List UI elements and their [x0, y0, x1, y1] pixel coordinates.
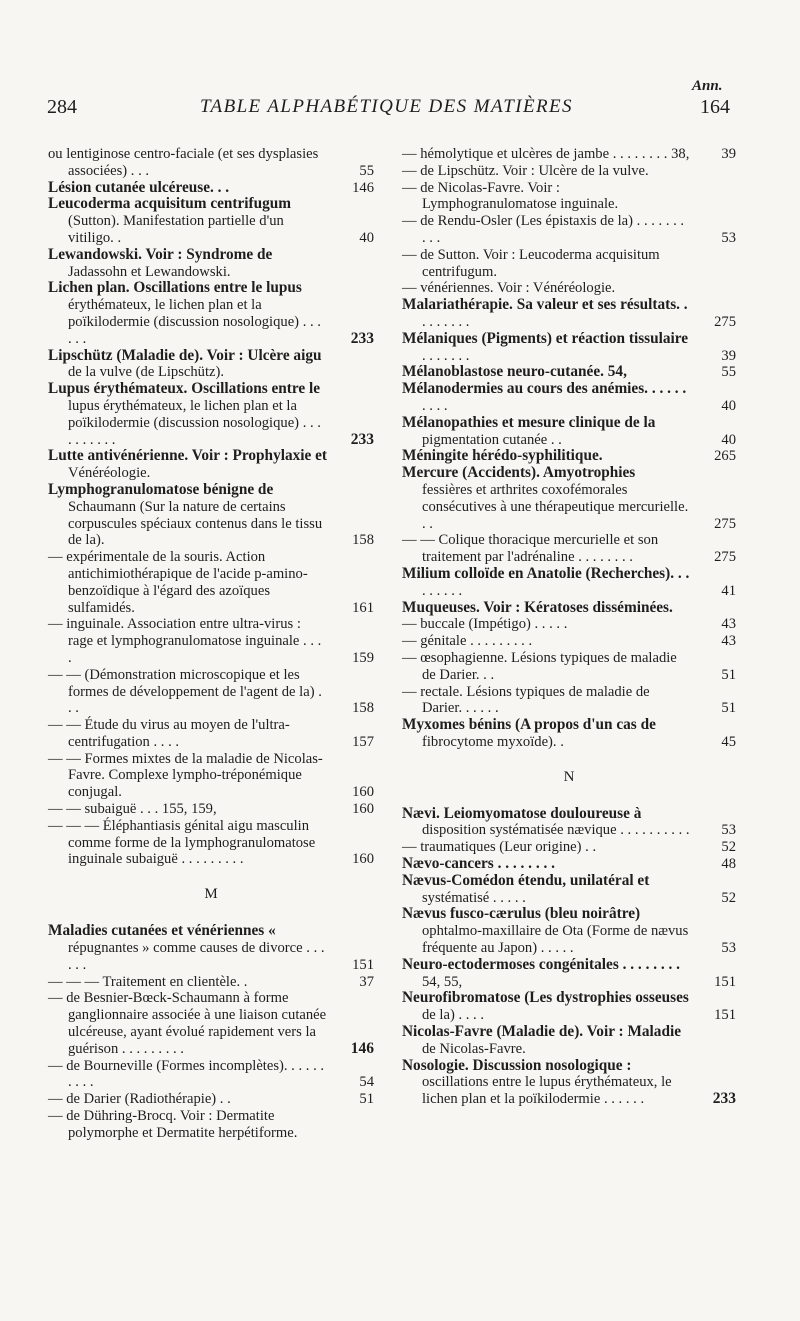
entry-text: Méningite hérédo-syphilitique.: [402, 447, 603, 465]
index-entry: [48, 381, 374, 448]
entry-text: — — — Traitement en clientèle. .: [48, 973, 248, 990]
entry-page-number: 55: [359, 162, 374, 179]
entry-text: — de Rendu-Osler (Les épistaxis de la) . . . . . . . . . .: [402, 213, 685, 246]
entry-text: Mélanopathies et mesure clinique de la pigmentation cutanée . .: [402, 413, 656, 448]
running-title: TABLE ALPHABÉTIQUE DES MATIÈRES: [200, 96, 573, 117]
entry-text: — — Étude du virus au moyen de l'ultra-centrifugation . . . .: [48, 717, 290, 750]
index-entry: [402, 297, 736, 331]
index-entry: [402, 331, 736, 365]
entry-page-number: 146: [352, 179, 374, 196]
entry-text: — de Lipschütz. Voir : Ulcère de la vulve.: [402, 162, 649, 179]
entry-page-number: 160: [352, 851, 374, 868]
index-entry: [402, 465, 736, 532]
index-entry: [48, 818, 374, 868]
index-entry: [402, 364, 736, 381]
entry-page-number: 39: [721, 347, 736, 364]
entry-page-number: 146: [350, 1039, 374, 1057]
entry-text: Leucoderma acquisitum centrifugum (Sutton). Manifestation partielle d'un vitiligo. .: [48, 195, 292, 246]
index-column-right: [402, 146, 736, 1108]
entry-text: — de Nicolas-Favre. Voir : Lymphogranulomatose inguinale.: [402, 179, 619, 213]
index-entry: [48, 180, 374, 197]
entry-page-number: 275: [714, 549, 736, 566]
entry-text: Milium colloïde en Anatolie (Recherches). . . . . . . . .: [402, 564, 690, 599]
index-entry: [402, 990, 736, 1024]
entry-text: Mercure (Accidents). Amyotrophies fessières et arthrites coxofémorales consécutives à une thérapeutique mercurielle. . .: [402, 464, 689, 532]
entry-text: Lupus érythémateux. Oscillations entre le lupus érythémateux, le lichen plan et la poïkilodermie (discussion nosologique) . . . . . . . . . .: [48, 380, 321, 448]
entry-text: — de Bourneville (Formes incomplètes). . . . . . . . . .: [48, 1057, 325, 1091]
entry-page-number: 52: [721, 889, 736, 906]
entry-text: Lichen plan. Oscillations entre le lupus érythémateux, le lichen plan et la poïkilodermie (discussion nosologique) . . . . . .: [48, 279, 321, 347]
index-entry: [402, 717, 736, 751]
index-entry: [402, 616, 736, 633]
entry-text: Maladies cutanées et vénériennes « répugnantes » comme causes de divorce . . . . . .: [48, 922, 325, 973]
index-entry: [402, 684, 736, 718]
entry-text: — buccale (Impétigo) . . . . .: [402, 616, 568, 633]
entry-text: — — (Démonstration microscopique et les formes de développement de l'agent de la) . . .: [48, 666, 322, 717]
index-entry: [48, 1108, 374, 1142]
index-entry: [48, 448, 374, 482]
entry-text: — de Darier (Radiothérapie) . .: [48, 1091, 231, 1108]
index-entry: [48, 801, 374, 818]
index-entry: [402, 873, 736, 907]
index-entry: [48, 247, 374, 281]
entry-page-number: 160: [352, 784, 374, 801]
index-entry: [402, 247, 736, 281]
index-entry: [402, 1024, 736, 1058]
entry-text: — inguinale. Association entre ultra-virus : rage et lymphogranulomatose inguinale . . . .: [48, 616, 322, 666]
index-entry: [48, 482, 374, 549]
index-entry: [402, 532, 736, 566]
index-entry: [48, 1058, 374, 1092]
index-column-left: [48, 146, 374, 1142]
entry-page-number: 51: [359, 1091, 374, 1108]
entry-text: Mélaniques (Pigments) et réaction tissulaire . . . . . . .: [402, 329, 689, 364]
index-entry: [48, 146, 374, 180]
entry-text: Mélanodermies au cours des anémies. . . . . . . . . .: [402, 380, 687, 414]
entry-text: — traumatiques (Leur origine) . .: [402, 839, 597, 856]
index-entry: [402, 381, 736, 415]
entry-text: — expérimentale de la souris. Action antichimiothérapique de l'acide p-amino-benzoïdique à l'égard des azoïques sulfamidés.: [48, 549, 308, 616]
index-entry: [402, 957, 736, 991]
entry-page-number: 39: [721, 146, 736, 162]
entry-page-number: 51: [721, 700, 736, 717]
index-entry: [402, 650, 736, 684]
entry-text: Myxomes bénins (A propos d'un cas de fibrocytome myxoïde). .: [402, 716, 656, 750]
entry-text: — hémolytique et ulcères de jambe . . . . . . . . 38,: [402, 146, 690, 162]
entry-text: Nicolas-Favre (Maladie de). Voir : Maladie de Nicolas-Favre.: [402, 1023, 681, 1057]
entry-page-number: 43: [721, 616, 736, 633]
annee-label: Ann.: [692, 78, 723, 94]
volume-number: 164: [700, 96, 730, 118]
index-entry: [48, 717, 374, 751]
section-letter: N: [563, 768, 575, 785]
index-entry: [48, 667, 374, 717]
entry-text: Lésion cutanée ulcéreuse. . .: [48, 178, 230, 196]
index-entry: [48, 348, 374, 382]
entry-page-number: 54: [359, 1074, 374, 1091]
entry-page-number: 51: [721, 666, 736, 683]
index-entry: [402, 839, 736, 856]
index-entry: [402, 1058, 736, 1108]
index-entry: [48, 990, 374, 1057]
index-entry: [48, 549, 374, 616]
entry-text: Nævo-cancers . . . . . . . .: [402, 855, 555, 873]
entry-text: Nævus-Comédon étendu, unilatéral et systématisé . . . . .: [402, 871, 650, 906]
index-entry: [402, 806, 736, 840]
entry-page-number: 233: [350, 329, 374, 347]
index-entry: [48, 974, 374, 991]
index-entry: [402, 600, 736, 617]
entry-page-number: 157: [352, 733, 374, 750]
entry-page-number: 158: [352, 700, 374, 717]
entry-text: — rectale. Lésions typiques de maladie de Darier. . . . . .: [402, 683, 650, 717]
index-entry: [402, 856, 736, 873]
index-entry: [48, 923, 374, 973]
entry-page-number: 161: [352, 599, 374, 616]
entry-page-number: 158: [352, 532, 374, 549]
entry-page-number: 151: [714, 1007, 736, 1024]
entry-page-number: 160: [352, 801, 374, 818]
entry-page-number: 45: [721, 733, 736, 750]
entry-page-number: 265: [714, 448, 736, 465]
entry-text: Neuro-ectodermoses congénitales . . . . . . . . 54, 55,: [402, 955, 680, 990]
index-entry: [48, 196, 374, 246]
entry-page-number: 55: [721, 364, 736, 381]
index-entry: [402, 448, 736, 465]
index-entry: [402, 906, 736, 956]
index-entry: [402, 415, 736, 449]
entry-text: Nævus fusco-cærulus (bleu noirâtre) ophtalmo-maxillaire de Ota (Forme de nævus fréquente au Japon) . . . . .: [402, 905, 689, 957]
index-entry: [48, 616, 374, 666]
index-entry: [402, 146, 736, 163]
index-entry: [48, 1091, 374, 1108]
entry-page-number: 151: [352, 956, 374, 973]
entry-text: Neurofibromatose (Les dystrophies osseuses de la) . . . .: [402, 989, 689, 1024]
entry-text: — génitale . . . . . . . . .: [402, 633, 533, 650]
entry-text: — de Dühring-Brocq. Voir : Dermatite polymorphe et Dermatite herpétiforme.: [48, 1108, 298, 1141]
entry-page-number: 233: [350, 430, 374, 448]
entry-text: — — subaiguë . . . 155, 159,: [48, 801, 217, 818]
index-entry: [402, 163, 736, 180]
entry-text: — vénériennes. Voir : Vénéréologie.: [402, 280, 616, 297]
page-number: 284: [47, 96, 77, 118]
index-entry: [402, 566, 736, 600]
index-entry: [48, 280, 374, 347]
entry-page-number: 40: [721, 431, 736, 448]
entry-text: — œsophagienne. Lésions typiques de maladie de Darier. . .: [402, 649, 677, 683]
entry-text: Malariathérapie. Sa valeur et ses résultats. . . . . . . . .: [402, 296, 688, 330]
entry-page-number: 53: [721, 940, 736, 957]
entry-text: Lipschütz (Maladie de). Voir : Ulcère aigu de la vulve (de Lipschütz).: [48, 346, 322, 381]
entry-page-number: 48: [721, 856, 736, 873]
entry-text: ou lentiginose centro-faciale (et ses dysplasies associées) . . .: [48, 146, 319, 179]
entry-text: — de Sutton. Voir : Leucoderma acquisitum centrifugum.: [402, 246, 660, 280]
entry-text: Muqueuses. Voir : Kératoses disséminées.: [402, 598, 673, 616]
entry-text: Lutte antivénérienne. Voir : Prophylaxie et Vénéréologie.: [48, 447, 328, 482]
entry-page-number: 37: [359, 973, 374, 990]
entry-page-number: 41: [721, 582, 736, 599]
entry-text: — — — Éléphantiasis génital aigu masculin comme forme de la lymphogranulomatose inguinale subaiguë . . . . . . . . .: [48, 817, 316, 868]
index-entry: [402, 280, 736, 297]
entry-page-number: 53: [721, 822, 736, 839]
entry-page-number: 275: [714, 515, 736, 532]
entry-text: Lewandowski. Voir : Syndrome de Jadassohn et Lewandowski.: [48, 245, 273, 280]
entry-text: — — Formes mixtes de la maladie de Nicolas-Favre. Complexe lympho-tréponémique conjugal.: [48, 750, 323, 801]
section-letter: M: [204, 886, 218, 903]
entry-page-number: 159: [352, 649, 374, 666]
entry-page-number: 233: [712, 1090, 736, 1108]
entry-text: Nævi. Leiomyomatose douloureuse à disposition systématisée nævique . . . . . . . . . .: [402, 804, 690, 839]
entry-text: Nosologie. Discussion nosologique : oscillations entre le lupus érythémateux, le lichen plan et la poïkilodermie . . . . . .: [402, 1056, 672, 1108]
entry-page-number: 43: [721, 633, 736, 650]
index-entry: [402, 633, 736, 650]
entry-text: Lymphogranulomatose bénigne de Schaumann (Sur la nature de certains corpuscules spéciaux contenus dans le tissu de la).: [48, 480, 323, 549]
index-entry: [48, 751, 374, 801]
entry-page-number: 275: [714, 313, 736, 330]
entry-page-number: 40: [359, 229, 374, 246]
entry-page-number: 151: [714, 973, 736, 990]
entry-text: Mélanoblastose neuro-cutanée. 54,: [402, 363, 627, 381]
entry-text: — — Colique thoracique mercurielle et son traitement par l'adrénaline . . . . . . . .: [402, 532, 659, 566]
index-entry: [402, 213, 736, 247]
entry-text: — de Besnier-Bœck-Schaumann à forme ganglionnaire associée à une liaison cutanée ulcéreuse, ayant évolué rapidement vers la guérison . . . . . . . . .: [48, 990, 327, 1057]
entry-page-number: 53: [721, 229, 736, 246]
entry-page-number: 52: [721, 839, 736, 856]
index-entry: [402, 180, 736, 214]
entry-page-number: 40: [721, 397, 736, 414]
